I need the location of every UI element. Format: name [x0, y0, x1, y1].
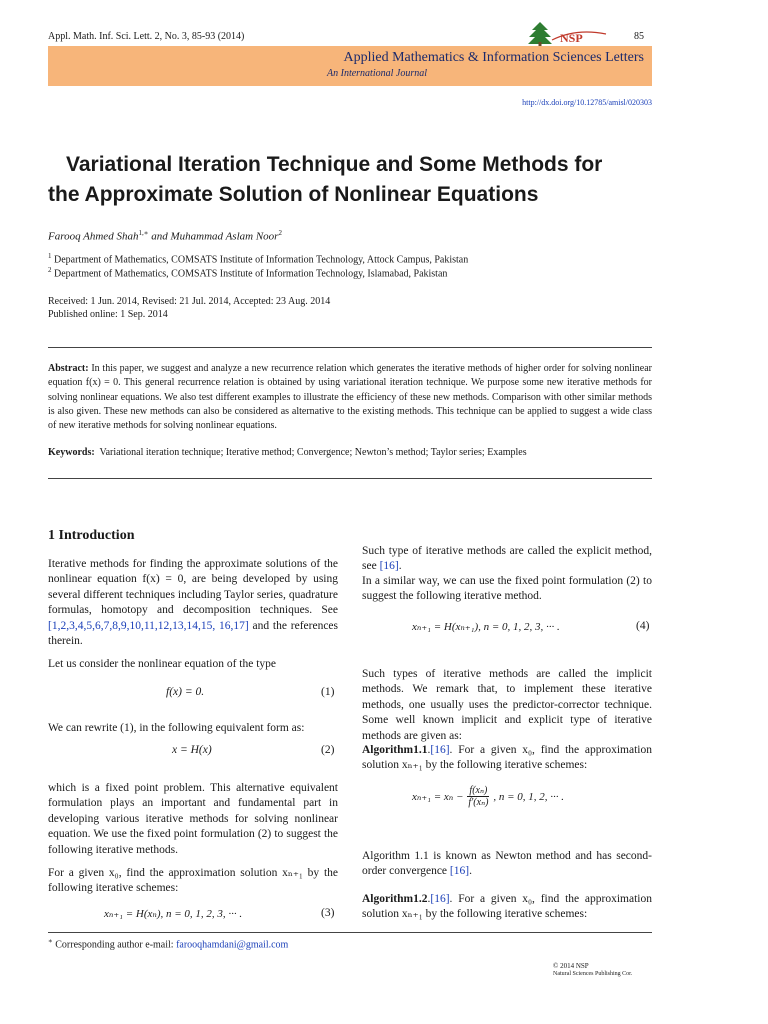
- right-paragraph-3: Such types of iterative methods are called the implicit methods. We remark that, to implement these iterative methods, one usually uses the predictor-corrector technique. Some well known implicit and explicit type of iterative methods are given as:: [362, 668, 652, 742]
- author-2: and Muhammad Aslam Noor: [148, 230, 279, 243]
- newton-fraction: [467, 785, 489, 808]
- abstract-label: Abstract:: [48, 363, 89, 374]
- abstract: [48, 362, 652, 433]
- doi-link[interactable]: http://dx.doi.org/10.12785/amisl/020303: [522, 98, 652, 107]
- running-head: Appl. Math. Inf. Sci. Lett. 2, No. 3, 85-93 (2014): [48, 31, 245, 42]
- intro-text-1-end: and the references therein.: [48, 619, 338, 648]
- email-link[interactable]: farooqhamdani@gmail.com: [176, 939, 289, 951]
- keywords-label: Keywords:: [48, 447, 95, 458]
- algorithm-1-1: Algorithm1.1.[16]. For a given x₀, find the approximation solution xₙ₊₁ by the following iterative schemes:: [362, 744, 652, 772]
- abstract-text: In this paper, we suggest and analyze a new recurrence relation which generates the iterative methods of higher order for solving nonlinear equation f(x) = 0. This general recurrence relation is obtained by using variational iteration technique. We purpose some new iterative methods for solving nonlinear equations. We also test different examples to illustrate the efficiency of these new methods. Comparison with other similar methods is also given. These new methods can also be considered as alternative to the existing methods. This technique can be applied to suggest a wide class of new iterative methods for solving nonlinear equations.: [48, 363, 652, 432]
- equation-4-number: (4): [636, 620, 650, 632]
- footnote: [48, 937, 288, 950]
- affiliation-2-text: Department of Mathematics, COMSATS Institute of Information Technology, Islamabad, Pakistan: [54, 268, 448, 280]
- newton-lhs: xₙ₊₁ = xₙ −: [412, 791, 464, 803]
- page-number: 85: [634, 31, 644, 42]
- equation-3: xₙ₊₁ = H(xₙ), n = 0, 1, 2, 3, ··· .: [104, 908, 243, 920]
- journal-banner: [48, 46, 652, 86]
- author-2-mark: 2: [278, 229, 282, 237]
- footnote-text: Corresponding author e-mail:: [55, 939, 174, 951]
- intro-paragraph-4: which is a fixed point problem. This alternative equivalent formulation plays an important and fundamental part in developing various iterative methods for solving nonlinear equation. We use the fixed point formulation (2) to suggest the following iterative methods.: [48, 782, 338, 856]
- received-dates: Received: 1 Jun. 2014, Revised: 21 Jul. 2014, Accepted: 23 Aug. 2014: [48, 296, 331, 307]
- right-paragraph-4: Algorithm 1.1 is known as Newton method and has second-order convergence [16].: [362, 850, 652, 878]
- journal-subtitle: An International Journal: [327, 68, 427, 79]
- algorithm-1-2-ref[interactable]: [16]: [430, 893, 450, 905]
- affiliation-1-mark: 1: [48, 252, 52, 260]
- affiliation-1: [48, 252, 468, 265]
- affiliation-1-text: Department of Mathematics, COMSATS Institute of Information Technology, Attock Campus, Pakistan: [54, 254, 469, 266]
- algorithm-1-2-text: . For a given x₀, find the approximation solution xₙ₊₁ by the following iterative schemes:: [362, 893, 652, 921]
- intro-paragraph-2: Let us consider the nonlinear equation of the type: [48, 658, 277, 670]
- top-rule: [48, 347, 652, 348]
- algorithm-1-1-ref[interactable]: [16]: [430, 744, 450, 756]
- author-1: Farooq Ahmed Shah: [48, 230, 139, 243]
- journal-title: Applied Mathematics & Information Sciences Letters: [343, 50, 644, 65]
- intro-paragraph-3: We can rewrite (1), in the following equivalent form as:: [48, 722, 305, 734]
- nsp-logo: [526, 20, 612, 48]
- algorithm-1-1-text: . For a given x₀, find the approximation solution xₙ₊₁ by the following iterative schemes:: [362, 744, 652, 772]
- equation-4: xₙ₊₁ = H(xₙ₊₁), n = 0, 1, 2, 3, ··· .: [412, 621, 560, 633]
- equation-1: f(x) = 0.: [166, 686, 205, 698]
- refs-link[interactable]: [1,2,3,4,5,6,7,8,9,10,11,12,13,14,15, 16,17]: [48, 619, 249, 632]
- copyright: © 2014 NSP: [553, 962, 589, 970]
- intro-paragraph-1: [48, 557, 338, 649]
- algorithm-1-2-label: Algorithm1.2: [362, 893, 428, 905]
- affiliation-2: [48, 266, 447, 279]
- title-line-2: the Approximate Solution of Nonlinear Equations: [48, 183, 539, 206]
- right-text-1: Such type of iterative methods are called the explicit method, see: [362, 545, 652, 573]
- equation-2: x = H(x): [172, 744, 212, 756]
- newton-numerator: f(xₙ): [469, 785, 488, 796]
- article-title: [48, 150, 688, 210]
- section-heading: 1 Introduction: [48, 528, 135, 543]
- newton-rhs: , n = 0, 1, 2, ··· .: [493, 790, 565, 803]
- algorithm-1-2: Algorithm1.2.[16]. For a given x₀, find the approximation solution xₙ₊₁ by the following iterative schemes:: [362, 893, 652, 921]
- ref-16-link[interactable]: [16]: [379, 560, 399, 573]
- equation-2-number: (2): [321, 744, 335, 756]
- intro-paragraph-5: For a given x₀, find the approximation solution xₙ₊₁ by the following iterative schemes:: [48, 867, 338, 895]
- algorithm-1-1-label: Algorithm1.1: [362, 744, 428, 756]
- affiliation-2-mark: 2: [48, 266, 52, 274]
- bottom-rule: [48, 478, 652, 479]
- newton-denominator: f′(xₙ): [468, 797, 489, 808]
- title-line-1: Variational Iteration Technique and Some Methods for: [66, 153, 603, 176]
- keywords-text: Variational iteration technique; Iterative method; Convergence; Newton’s method; Taylor series; Examples: [99, 447, 527, 458]
- intro-text-1: Iterative methods for finding the approximate solutions of the nonlinear equation f(x) = 0, are being developed by using several different techniques including Taylor series, quadrature formulas, homotopy and decomposition techniques. See: [48, 558, 338, 617]
- ref-16b-link[interactable]: [16]: [449, 865, 470, 878]
- right-text-4: Algorithm 1.1 is known as Newton method and has second-order convergence: [362, 850, 652, 878]
- published-date: Published online: 1 Sep. 2014: [48, 309, 168, 320]
- author-1-mark: 1,∗: [138, 229, 149, 237]
- right-paragraph-2: In a similar way, we can use the fixed point formulation (2) to suggest the following iterative method.: [362, 575, 652, 603]
- equation-3-number: (3): [321, 907, 335, 919]
- footnote-rule: [48, 932, 652, 933]
- keywords: [48, 447, 652, 458]
- equation-1-number: (1): [321, 686, 335, 698]
- publisher: Natural Sciences Publishing Cor.: [553, 971, 633, 977]
- logo-text: NSP: [560, 31, 583, 45]
- equation-newton: [412, 785, 564, 808]
- right-paragraph-1: Such type of iterative methods are called the explicit method, see [16].: [362, 545, 652, 573]
- footnote-mark: ∗: [48, 937, 53, 945]
- authors: [48, 229, 282, 243]
